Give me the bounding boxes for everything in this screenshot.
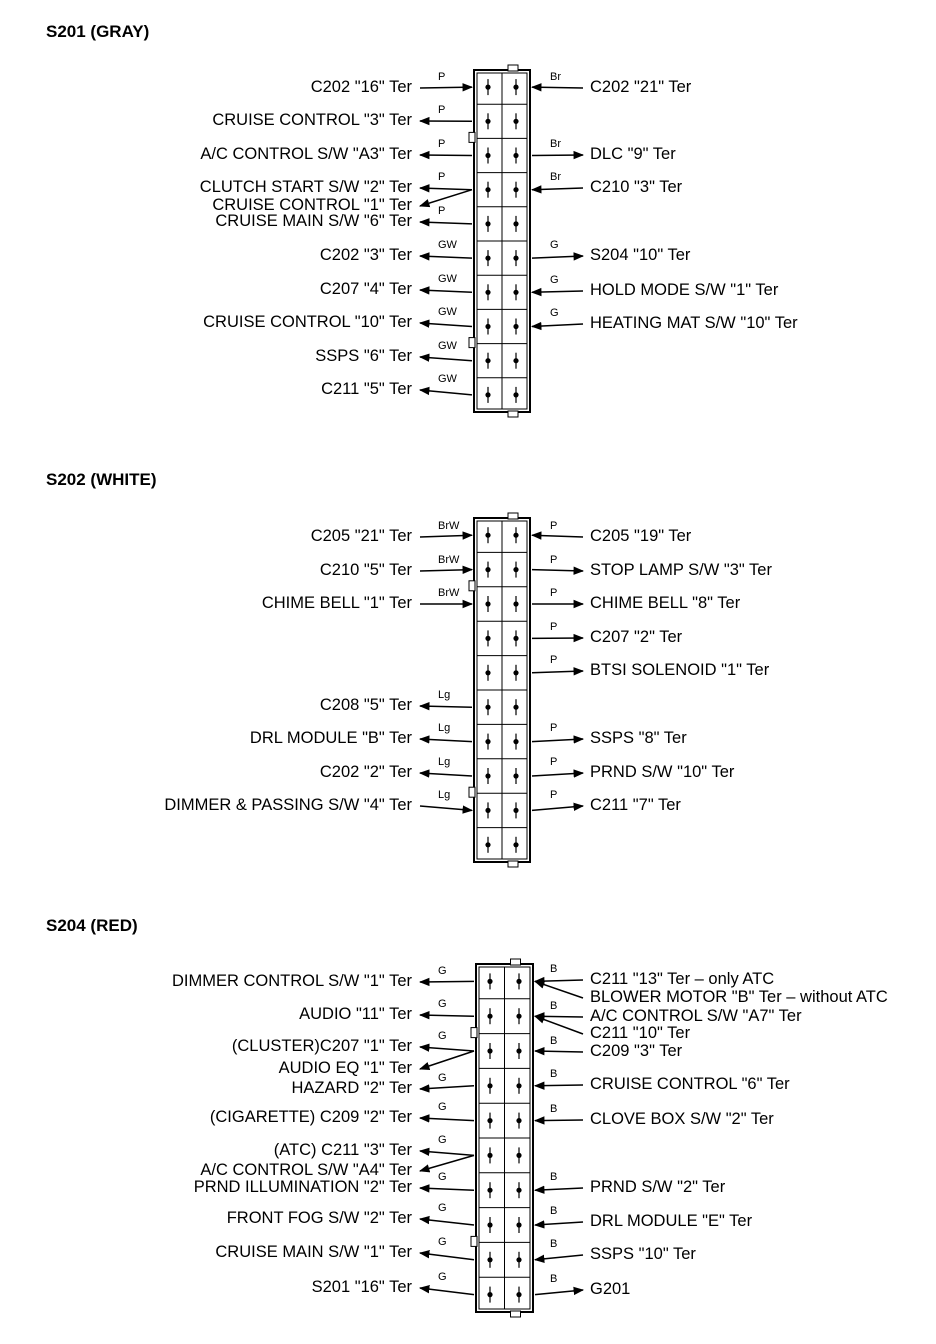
wire-right [535,1222,583,1225]
terminal-label-left: CHIME BELL "1" Ter [261,594,412,612]
wire-right [535,1290,583,1295]
wire-color-left: GW [438,239,457,251]
wire-left [420,1288,474,1295]
wire-color-left: BrW [438,587,460,599]
wire-right [535,1255,583,1260]
wire-right [532,570,583,571]
wire-left [420,1047,474,1051]
wire-left [420,390,472,395]
terminal-label-right: HEATING MAT S/W "10" Ter [590,314,798,332]
wire-right [532,188,583,190]
terminal-label-right: CRUISE CONTROL "6" Ter [590,1075,790,1093]
wire-color-right: P [550,520,558,532]
terminal-label-right: PRND S/W "2" Ter [590,1178,726,1196]
terminal-label-left: C210 "5" Ter [319,561,412,579]
wire-color-left: G [438,1236,447,1248]
wire-color-left: P [438,104,446,116]
wire-color-right: Br [550,138,561,150]
wire-color-right: P [550,654,558,666]
terminal-label-right: HOLD MODE S/W "1" Ter [590,281,779,299]
terminal-label-left: C207 "4" Ter [319,280,412,298]
wire-color-left: P [438,138,446,150]
connector-0 [469,65,530,417]
wire-left [420,1253,474,1260]
wire-left [420,188,472,190]
terminal-label-left: C211 "5" Ter [321,380,412,398]
wire-right [535,1085,583,1086]
section-title-s201: S201 (GRAY) [46,22,150,41]
wire-right [535,980,583,981]
terminal-label-left: CLUTCH START S/W "2" Ter [199,178,412,196]
section-title-s202: S202 (WHITE) [46,470,157,489]
wire-color-right: G [550,307,559,319]
wire-right [535,1016,583,1034]
terminal-label-left: A/C CONTROL S/W "A4" Ter [200,1161,412,1179]
terminal-label-left: C208 "5" Ter [319,696,412,714]
wire-color-left: G [438,1101,447,1113]
wire-color-right: B [550,1035,558,1047]
wire-color-left: G [438,1202,447,1214]
wire-color-left: G [438,965,447,977]
wire-right [535,1120,583,1121]
terminal-label-right: PRND S/W "10" Ter [590,763,735,781]
wire-left [420,570,472,571]
wire-left [420,256,472,258]
wire-left [420,1155,474,1171]
wire-right [535,1188,583,1190]
wire-color-left: G [438,1271,447,1283]
wire-left [420,155,472,156]
wire-left [420,773,472,776]
wire-color-right: B [550,1273,558,1285]
wire-right [532,535,583,537]
wire-right [532,87,583,88]
terminal-label-left: CRUISE CONTROL "1" Ter [212,196,412,214]
wire-left [420,87,472,88]
wire-color-right: B [550,1238,558,1250]
wire-right [532,773,583,776]
connector-1 [469,513,530,867]
wire-color-left: GW [438,273,457,285]
wire-color-right: P [550,789,558,801]
wire-color-right: Br [550,71,561,83]
terminal-label-right: SSPS "10" Ter [590,1245,696,1263]
wire-right [532,324,583,327]
wire-color-right: G [550,239,559,251]
terminal-label-left: CRUISE CONTROL "3" Ter [212,111,412,129]
wire-color-left: BrW [438,554,460,566]
wire-right [532,739,583,742]
wire-color-right: B [550,1171,558,1183]
terminal-label-left: S201 "16" Ter [311,1278,412,1296]
terminal-label-right: CHIME BELL "8" Ter [590,594,741,612]
wire-left [420,806,472,810]
wire-color-left: Lg [438,756,451,768]
wire-right [532,155,583,156]
wire-color-left: G [438,1030,447,1042]
wire-color-right: P [550,756,558,768]
terminal-label-left: C202 "2" Ter [319,763,412,781]
wire-color-right: B [550,1000,558,1012]
section-title-s204: S204 (RED) [46,916,138,935]
wire-left [420,981,474,982]
wire-left [420,1015,474,1016]
wire-left [420,1086,474,1089]
terminal-label-left: A/C CONTROL S/W "A3" Ter [200,145,412,163]
terminal-label-right: C209 "3" Ter [590,1042,683,1060]
wire-color-right: P [550,722,558,734]
wire-color-left: GW [438,306,457,318]
wire-left [420,706,472,707]
terminal-label-left: CRUISE MAIN S/W "6" Ter [215,212,412,230]
terminal-label-right: C207 "2" Ter [590,628,683,646]
wire-color-left: P [438,171,446,183]
wire-left [420,290,472,292]
wire-color-left: P [438,205,446,217]
terminal-label-right: C211 "7" Ter [590,796,681,814]
terminal-label-right: DLC "9" Ter [590,145,676,163]
wire-color-right: P [550,587,558,599]
terminal-label-right: STOP LAMP S/W "3" Ter [590,561,772,579]
connector-2 [471,959,533,1317]
terminal-label-left: CRUISE MAIN S/W "1" Ter [215,1243,412,1261]
wire-color-left: Lg [438,722,451,734]
wire-color-right: B [550,1205,558,1217]
wire-color-left: Lg [438,689,451,701]
wire-color-left: P [438,71,446,83]
terminal-label-left: (CIGARETTE) C209 "2" Ter [209,1108,412,1126]
wire-left [420,357,472,361]
terminal-label-left: DIMMER & PASSING S/W "4" Ter [164,796,412,814]
terminal-label-right: CLOVE BOX S/W "2" Ter [590,1110,774,1128]
wire-left [420,1051,474,1069]
terminal-label-left: DRL MODULE "B" Ter [249,729,412,747]
terminal-label-right: S204 "10" Ter [590,246,691,264]
wire-color-left: GW [438,340,457,352]
terminal-label-left: PRND ILLUMINATION "2" Ter [193,1178,412,1196]
wire-color-left: G [438,1171,447,1183]
terminal-label-right: C205 "19" Ter [590,527,692,545]
wire-left [420,739,472,742]
wire-color-left: Lg [438,789,451,801]
wire-left [420,535,472,537]
terminal-label-left: SSPS "6" Ter [315,347,412,365]
wire-color-right: Br [550,171,561,183]
wire-left [420,1188,474,1190]
terminal-label-left: AUDIO EQ "1" Ter [278,1059,412,1077]
wire-right [532,806,583,810]
terminal-label-left: DIMMER CONTROL S/W "1" Ter [172,972,412,990]
wire-color-right: B [550,1103,558,1115]
wire-left [420,222,472,224]
terminal-label-left: (CLUSTER)C207 "1" Ter [231,1037,412,1055]
wire-color-left: GW [438,373,457,385]
wire-right [532,256,583,258]
terminal-label-left: CRUISE CONTROL "10" Ter [203,313,412,331]
wire-left [420,323,472,327]
wire-right [532,291,583,292]
terminal-label-right: G201 [590,1280,631,1298]
terminal-label-left: (ATC) C211 "3" Ter [273,1141,412,1159]
wire-left [420,1219,474,1225]
terminal-label-right: BLOWER MOTOR "B" Ter – without ATC [590,988,888,1006]
wire-right [535,981,583,998]
terminal-label-left: HAZARD "2" Ter [291,1079,412,1097]
wire-color-left: G [438,1072,447,1084]
terminal-label-right: SSPS "8" Ter [590,729,687,747]
wire-right [532,671,583,673]
wire-right [535,1016,583,1017]
terminal-label-right: C210 "3" Ter [590,178,683,196]
terminal-label-right: C211 "10" Ter [590,1024,691,1042]
wire-left [420,1151,474,1155]
terminal-label-left: C205 "21" Ter [310,527,412,545]
wire-color-left: G [438,1134,447,1146]
wire-color-left: BrW [438,520,460,532]
terminal-label-right: A/C CONTROL S/W "A7" Ter [590,1007,802,1025]
wire-color-right: B [550,1068,558,1080]
wire-color-right: P [550,554,558,566]
wire-color-right: P [550,621,558,633]
terminal-label-left: C202 "3" Ter [319,246,412,264]
terminal-label-right: C202 "21" Ter [590,78,692,96]
terminal-label-left: FRONT FOG S/W "2" Ter [226,1209,412,1227]
terminal-label-right: C211 "13" Ter – only ATC [590,970,775,988]
wire-left [420,190,472,206]
wire-color-left: G [438,998,447,1010]
wire-color-right: G [550,274,559,286]
wire-left [420,1118,474,1121]
terminal-label-right: DRL MODULE "E" Ter [590,1212,753,1230]
terminal-label-right: BTSI SOLENOID "1" Ter [590,661,770,679]
terminal-label-left: AUDIO "11" Ter [299,1005,412,1023]
wire-right [535,1051,583,1052]
wire-color-right: B [550,963,558,975]
terminal-label-left: C202 "16" Ter [310,78,412,96]
